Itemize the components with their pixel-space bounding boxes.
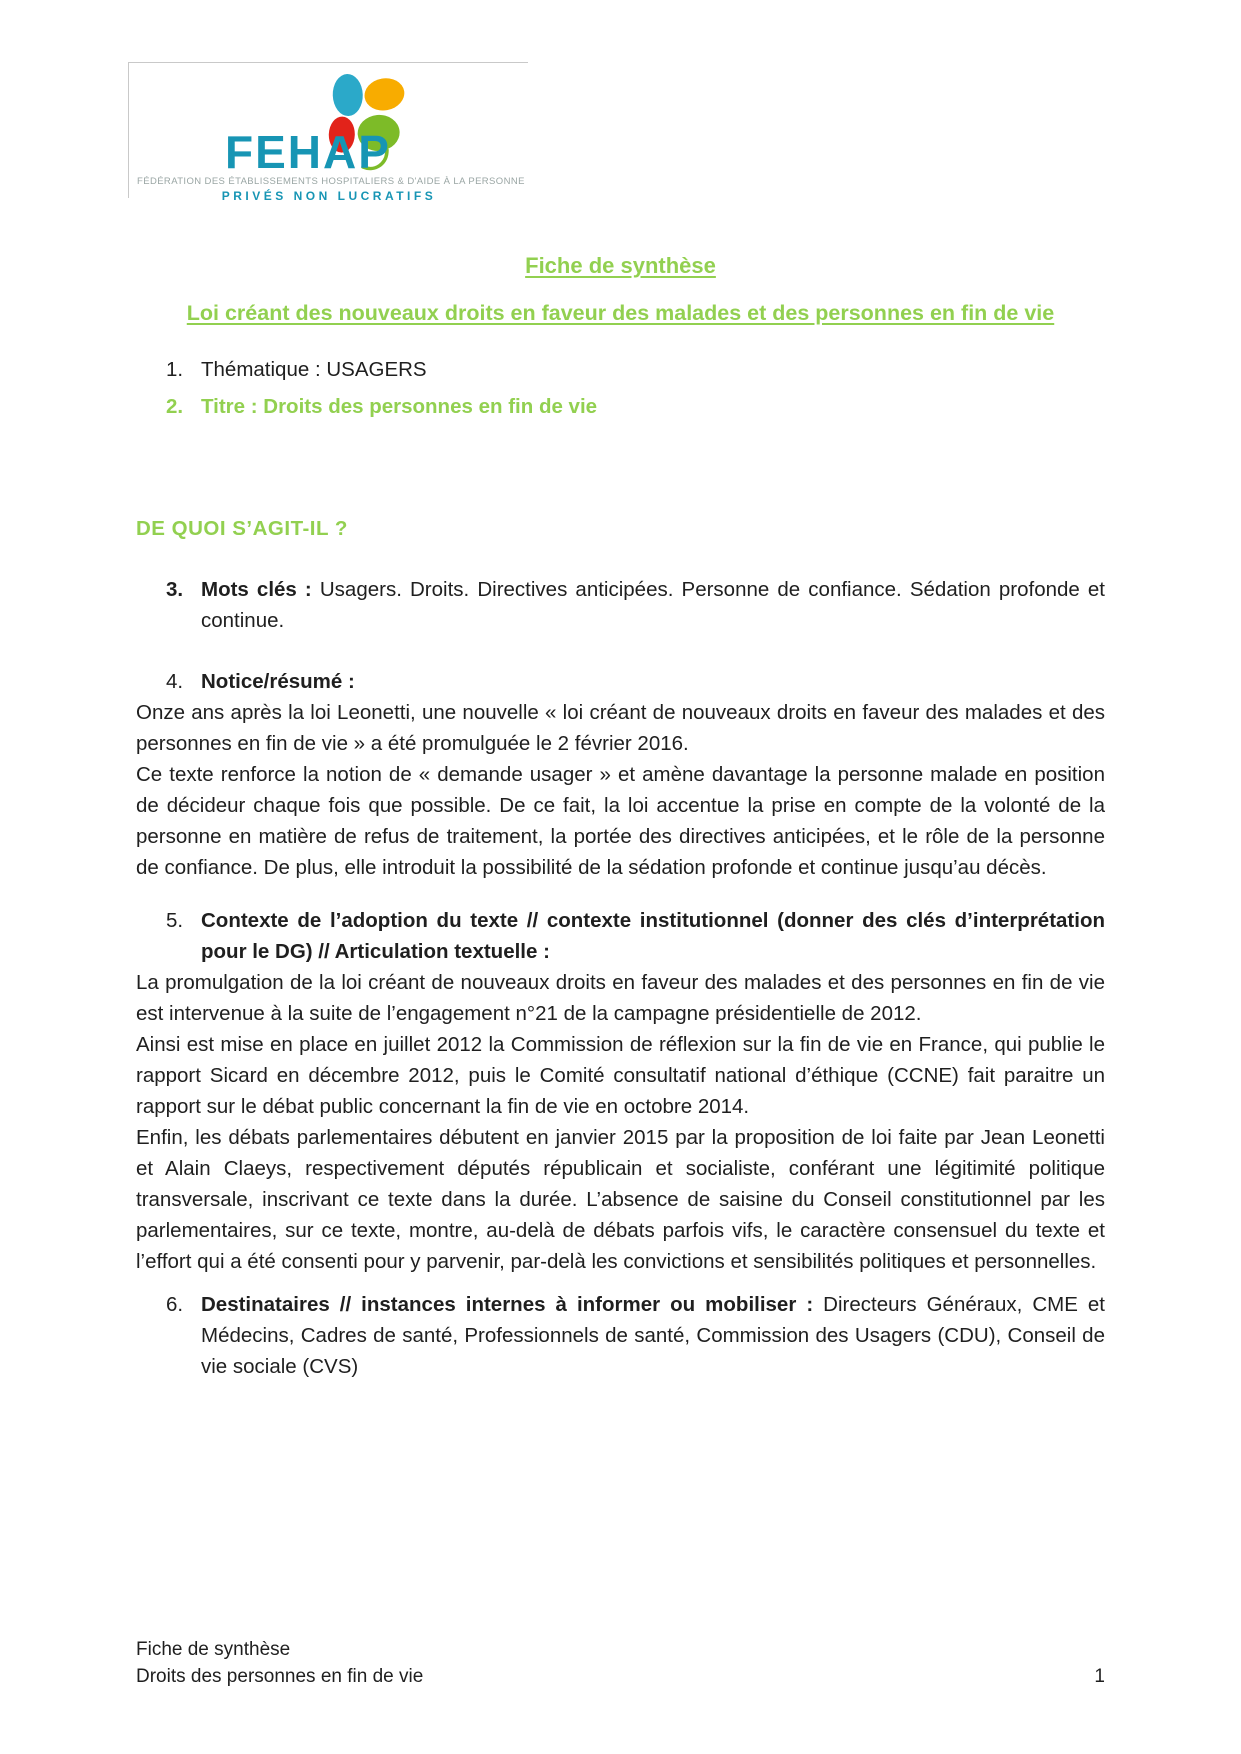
page-number: 1	[1094, 1666, 1105, 1687]
list-item-number: 3.	[166, 578, 184, 601]
list-item-contexte	[136, 905, 1105, 967]
fehap-tagline: PRIVÉS NON LUCRATIFS	[221, 189, 437, 203]
item-label: Mots clés :	[201, 578, 312, 601]
list-item-number: 6.	[166, 1293, 184, 1316]
list-item-text	[201, 905, 1105, 967]
list-item-thematique	[136, 354, 1105, 385]
list-item-text	[201, 574, 1105, 636]
list-item-text	[201, 1289, 1105, 1382]
notice-paragraph-1: Onze ans après la loi Leonetti, une nouvelle « loi créant de nouveaux droits en faveur des malades et des personnes en fin de vie » a été promulguée le 2 février 2016.	[136, 701, 1105, 755]
list-item-text: Thématique : USAGERS	[201, 358, 427, 381]
item-label: Destinataires // instances internes à informer ou mobiliser :	[201, 1293, 814, 1316]
contexte-paragraph-1: La promulgation de la loi créant de nouveaux droits en faveur des malades et des personnes en fin de vie est intervenue à la suite de l’engagement n°21 de la campagne présidentielle de 2012.	[136, 971, 1105, 1025]
footer-line-1: Fiche de synthèse	[136, 1639, 291, 1660]
list-item-destinataires	[136, 1289, 1105, 1382]
page-footer	[136, 1636, 1105, 1690]
list-item-text: Titre : Droits des personnes en fin de vie	[201, 395, 598, 418]
list-item-notice	[136, 666, 1105, 697]
list-item-number: 5.	[166, 909, 184, 932]
item-label: Notice/résumé :	[201, 670, 355, 693]
contexte-paragraph-2: Ainsi est mise en place en juillet 2012 la Commission de réflexion sur la fin de vie en France, qui publie le rapport Sicard en décembre 2012, puis le Comité consultatif national d’éthique (CCNE) fait paraitre un rapport sur le débat public concernant la fin de vie en octobre 2014.	[136, 1033, 1105, 1118]
item-label: Contexte de l’adoption du texte // contexte institutionnel (donner des clés d’interprétation pour le DG) // Articulation textuelle :	[201, 909, 1105, 963]
item-body: Usagers. Droits. Directives anticipées. Personne de confiance. Sédation profonde et continue.	[201, 578, 1105, 632]
page-title: Fiche de synthèse	[525, 253, 716, 278]
list-item-titre	[136, 391, 1105, 422]
item-body: Directeurs Généraux, CME et Médecins, Cadres de santé, Professionnels de santé, Commission des Usagers (CDU), Conseil de vie sociale (CVS)	[201, 1293, 1106, 1378]
list-item-mots-cles	[136, 574, 1105, 636]
fehap-wordmark: FEHAP	[225, 126, 391, 178]
section-heading: DE QUOI S’AGIT-IL ?	[136, 517, 348, 540]
list-item-number: 1.	[166, 358, 184, 381]
list-item-number: 2.	[166, 395, 184, 418]
intro-list	[136, 354, 1105, 422]
contexte-paragraph-3: Enfin, les débats parlementaires débutent en janvier 2015 par la proposition de loi faite par Jean Leonetti et Alain Claeys, respectivement députés républicain et socialiste, conférant une légitimité politique transversale, inscrivant ce texte dans la durée. L’absence de saisine du Conseil constitutionnel par les parlementaires, sur ce texte, montre, au-delà de débats parfois vifs, le caractère consensuel du texte et l’effort qui a été consenti pour y parvenir, par-delà les convictions et sensibilités politiques et personnelles.	[136, 1126, 1105, 1273]
fehap-logo	[128, 62, 528, 203]
footer-line-2: Droits des personnes en fin de vie	[136, 1666, 424, 1687]
list-item-number: 4.	[166, 670, 184, 693]
list-item-text	[201, 666, 1105, 697]
notice-paragraph-2: Ce texte renforce la notion de « demande usager » et amène davantage la personne malade en position de décideur chaque fois que possible. De ce fait, la loi accentue la prise en compte de la volonté de la personne en matière de refus de traitement, la portée des directives anticipées, et le rôle de la personne de confiance. De plus, elle introduit la possibilité de la sédation profonde et continue jusqu’au décès.	[136, 763, 1105, 879]
page-subtitle: Loi créant des nouveaux droits en faveur des malades et des personnes en fin de vie	[186, 301, 1055, 325]
fehap-caption: FÉDÉRATION DES ÉTABLISSEMENTS HOSPITALIERS & D'AIDE À LA PERSONNE	[137, 176, 525, 187]
